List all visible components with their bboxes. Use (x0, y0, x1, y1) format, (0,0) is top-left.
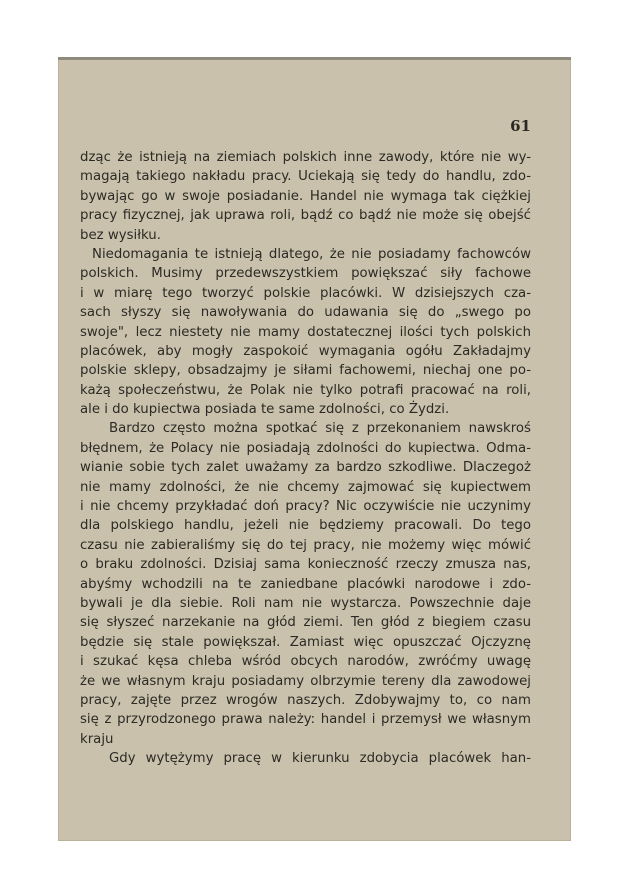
text-line: o braku zdolności. Dzisiaj sama konieczność rzeczy zmusza nas, (80, 557, 531, 573)
text-line: polskich. Musimy przedewszystkiem powiększać siły fachowe (80, 266, 531, 282)
text-line: i szukać kęsa chleba wśród obcych narodów, zwróćmy uwagę (80, 654, 531, 670)
text-line: kraju (80, 731, 114, 747)
page-number: 61 (510, 117, 531, 135)
paragraph-4 (80, 749, 531, 768)
text-line: pracy, zajęte przez wrogów naszych. Zdobywajmy to, co nam (80, 692, 531, 708)
text-line: Gdy wytężymy pracę w kierunku zdobycia placówek han- (109, 751, 531, 767)
text-line: się słyszeć narzekanie na głód ziemi. Ten głód z biegiem czasu (80, 615, 531, 631)
text-line: polskie sklepy, obsadzajmy je siłami fachowemi, niechaj one po- (80, 363, 531, 379)
text-line: błędnem, że Polacy nie posiadają zdolności do kupiectwa. Odma- (80, 440, 531, 456)
page-text (80, 148, 531, 769)
paragraph-2 (80, 245, 531, 420)
page-top-edge (58, 57, 571, 60)
text-line: nie mamy zdolności, że nie chcemy zajmować się kupiectwem (80, 479, 531, 495)
paragraph-1 (80, 148, 531, 245)
text-line: abyśmy wchodzili na te zaniedbane placówki narodowe i zdo- (80, 576, 531, 592)
text-line: magają takiego nakładu pracy. Uciekają się tedy do handlu, zdo- (80, 169, 531, 185)
text-line: dząc że istnieją na ziemiach polskich inne zawody, które nie wy- (80, 150, 531, 165)
text-line: dla polskiego handlu, jeżeli nie będziemy pracowali. Do tego (80, 518, 531, 534)
text-line: i w miarę tego tworzyć polskie placówki. W dzisiejszych cza- (80, 285, 531, 301)
text-line: i nie chcemy przykładać doń pracy? Nic oczywiście nie uczynimy (80, 499, 531, 515)
text-line: Bardzo często można spotkać się z przekonaniem nawskroś (109, 421, 531, 437)
text-line: bywając go w swoje posiadanie. Handel nie wymaga tak ciężkiej (80, 188, 531, 204)
text-line: Niedomagania te istnieją dlatego, że nie posiadamy fachowców (92, 246, 531, 262)
text-line: sach słyszy się nawoływania do udawania się do „swego po (80, 305, 531, 321)
text-line: każą społeczeństwu, że Polak nie tylko potrafi pracować na roli, (80, 382, 531, 398)
text-line: wianie sobie tych zalet uważamy za bardzo szkodliwe. Dlaczegoż (80, 460, 531, 476)
text-line: pracy fizycznej, jak uprawa roli, bądź co bądź nie może się obejść (80, 208, 531, 224)
text-line: czasu nie zabieraliśmy się do tej pracy, nie możemy więc mówić (80, 537, 531, 553)
text-line: się z przyrodzonego prawa należy: handel i przemysł we własnym (80, 712, 531, 728)
text-line: bywali je dla siebie. Roli nam nie wystarcza. Powszechnie daje (80, 595, 531, 611)
text-line: ale i do kupiectwa posiada te same zdolności, co Żydzi. (80, 402, 450, 418)
text-line: będzie się stale powiększał. Zamiast więc opuszczać Ojczyznę (80, 634, 531, 650)
text-line: placówek, aby mogły zaspokoić wymagania ogółu Zakładajmy (80, 343, 531, 359)
paragraph-3 (80, 419, 531, 749)
text-line: swoje", lecz niestety nie mamy dostatecznej ilości tych polskich (80, 324, 531, 340)
text-line: że we własnym kraju posiadamy olbrzymie tereny dla zawodowej (80, 673, 531, 689)
text-line: bez wysiłku. (80, 227, 161, 243)
